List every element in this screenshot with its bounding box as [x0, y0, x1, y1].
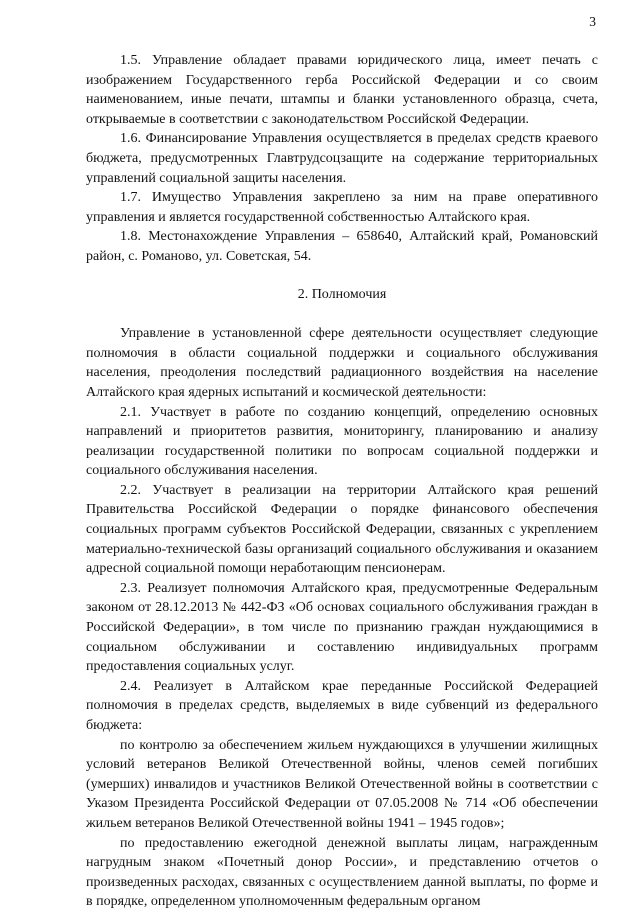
section-heading: 2. Полномочия: [297, 286, 387, 302]
paragraph-2-4: 2.4. Реализует в Алтайском крае переданные Российской Федерацией полномочия в пределах средств, выделяемых в виде субвенций из федерального бюджета:: [86, 678, 598, 733]
paragraph-1-5: 1.5. Управление обладает правами юридического лица, имеет печать с изображением Государственного герба Российской Федерации и со своим наименованием, иные печати, штампы и бланки установленного образца, счета, открываемые в соответствии с законодательством Российской Федерации.: [86, 53, 598, 127]
page-number: 3: [589, 14, 596, 29]
paragraph-1-6: 1.6. Финансирование Управления осуществляется в пределах средств краевого бюджета, предусмотренных Главтрудсоцзащите на содержание территориальных управлений социальной защиты населения.: [86, 131, 598, 186]
paragraph-intro: Управление в установленной сфере деятельности осуществляет следующие полномочия в области социальной поддержки и социального обслуживания населения, преодоления последствий радиационного воздействия на население Алтайского края ядерных испытаний и космической деятельности:: [86, 326, 598, 400]
paragraph-2-4-housing: по контролю за обеспечением жильем нуждающихся в улучшении жилищных условий ветеранов Великой Отечественной войны, членов семей погибших (умерших) инвалидов и участников Великой Отечественной войны в соответствии с Указом Президента Российской Федерации от 07.05.2008 № 714 «Об обеспечении жильем ветеранов Великой Отечественной войны 1941 – 1945 годов»;: [86, 737, 598, 831]
paragraph-2-1: 2.1. Участвует в работе по созданию концепций, определению основных направлений и приоритетов развития, мониторингу, планированию и анализу реализации государственной политики по вопросам социальной поддержки и социального обслуживания населения.: [86, 404, 598, 479]
paragraph-2-3: 2.3. Реализует полномочия Алтайского края, предусмотренные Федеральным законом от 28.12.2013 № 442-ФЗ «Об основах социального обслуживания граждан в Российской Федерации», в том числе по признанию граждан нуждающимися в социальном обслуживании и составлению индивидуальных программ предоставления социальных услуг.: [86, 580, 598, 675]
paragraph-2-4-donor: по предоставлению ежегодной денежной выплаты лицам, награжденным нагрудным знаком «Почетный донор России», и представлению отчетов о произведенных расходах, связанных с осуществлением данной выплаты, по форме и в порядке, определенном уполномоченным федеральным органом: [86, 835, 598, 910]
document-body: [86, 51, 598, 912]
paragraph-1-7: 1.7. Имущество Управления закреплено за ним на праве оперативного управления и является государственной собственностью Алтайского края.: [86, 190, 598, 225]
paragraph-2-2: 2.2. Участвует в реализации на территории Алтайского края решений Правительства Российской Федерации о порядке финансового обеспечения социальных программ субъектов Российской Федерации, связанных с укреплением материально-технической базы организаций социального обслуживания и оказанием адресной социальной помощи неработающим пенсионерам.: [86, 482, 598, 577]
paragraph-1-8: 1.8. Местонахождение Управления – 658640, Алтайский край, Романовский район, с. Романово, ул. Советская, 54.: [86, 229, 598, 264]
